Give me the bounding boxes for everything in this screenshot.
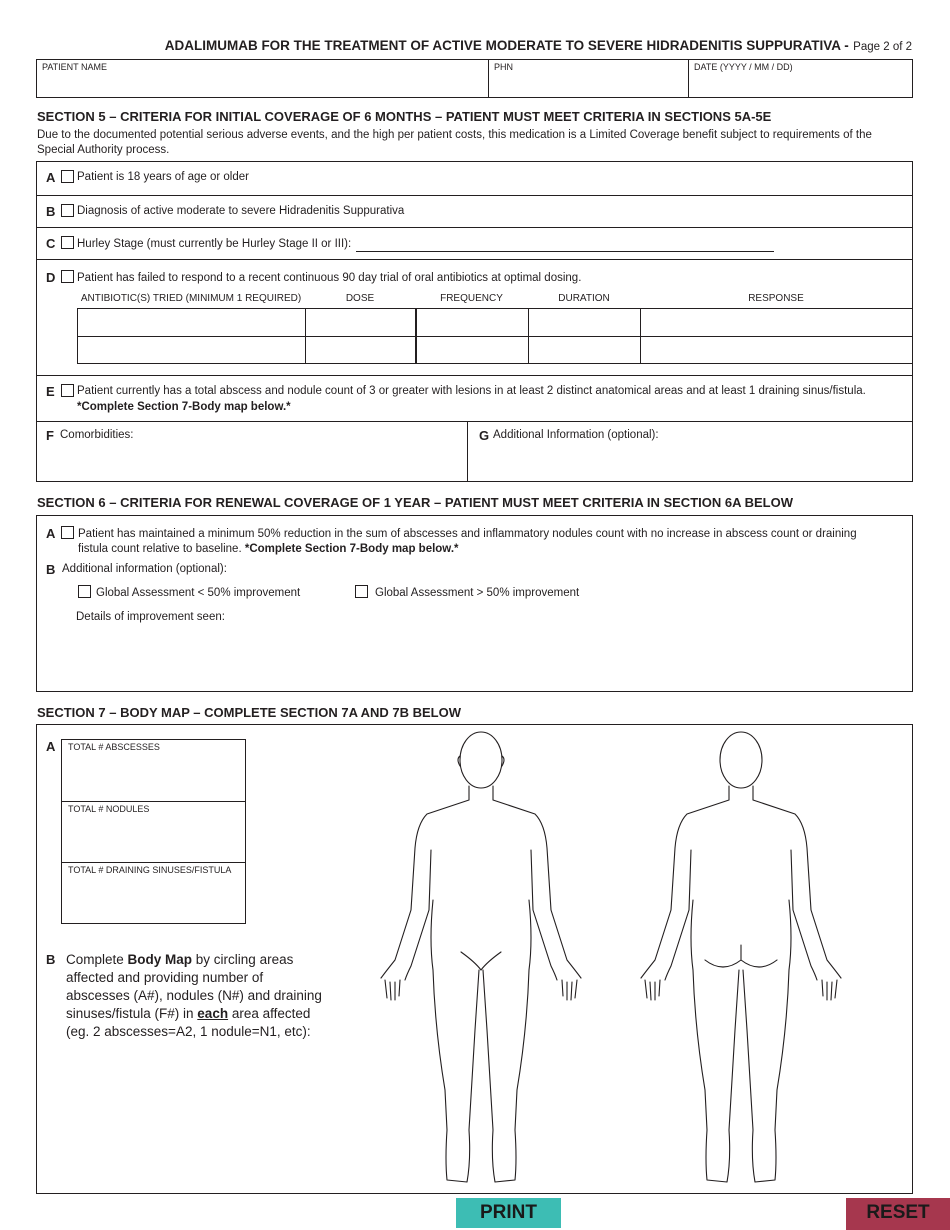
criteria-5c-letter: C bbox=[46, 236, 56, 251]
date-label: DATE (YYYY / MM / DD) bbox=[694, 62, 793, 72]
hurley-stage-input[interactable] bbox=[356, 251, 774, 252]
instr-2: affected and providing number of bbox=[66, 970, 264, 985]
antibiotic-row-2[interactable] bbox=[78, 337, 305, 364]
total-abscesses-input[interactable] bbox=[62, 756, 245, 800]
instr-5: (eg. 2 abscesses=A2, 1 nodule=N1, etc): bbox=[66, 1024, 311, 1039]
body-map-front[interactable] bbox=[375, 730, 585, 1190]
criteria-5d-text: Patient has failed to respond to a recent continuous 90 day trial of oral antibiotics at optimal dosing. bbox=[77, 272, 582, 284]
global-gt50-checkbox[interactable] bbox=[355, 585, 368, 598]
front-hip-left bbox=[431, 900, 479, 1182]
page-number: Page 2 of 2 bbox=[853, 41, 912, 53]
criteria-6b-letter: B bbox=[46, 562, 56, 577]
column-frequency: FREQUENCY bbox=[440, 293, 503, 304]
section5-intro-1: Due to the documented potential serious adverse events, and the high per patient costs, this medication is a Limited Coverage benefit subject to requirements of the bbox=[37, 129, 872, 141]
antibiotic-row-1[interactable] bbox=[78, 309, 305, 336]
criteria-5f-letter: F bbox=[46, 428, 54, 443]
form-title-text: ADALIMUMAB FOR THE TREATMENT OF ACTIVE MODERATE TO SEVERE HIDRADENITIS SUPPURATIVA - bbox=[164, 38, 849, 53]
global-lt50-label: Global Assessment < 50% improvement bbox=[96, 587, 301, 599]
column-response: RESPONSE bbox=[748, 293, 804, 304]
criteria-6a-text-2 bbox=[78, 543, 459, 555]
phn-label: PHN bbox=[494, 62, 514, 72]
criteria-5d-letter: D bbox=[46, 270, 56, 285]
back-leg-left bbox=[691, 900, 739, 1182]
criteria-6a-text-1: Patient has maintained a minimum 50% reduction in the sum of abscesses and inflammatory nodules count with no increase in abscess count or draining bbox=[78, 528, 857, 540]
instr-each: each bbox=[197, 1006, 229, 1021]
form-title bbox=[165, 37, 912, 55]
section5-intro-2: Special Authority process. bbox=[37, 144, 170, 156]
global-lt50-checkbox[interactable] bbox=[78, 585, 91, 598]
criteria-5c-text: Hurley Stage (must currently be Hurley Stage II or III): bbox=[77, 238, 352, 250]
patient-name-input[interactable] bbox=[37, 74, 487, 97]
phn-input[interactable] bbox=[489, 74, 687, 97]
criteria-5c-checkbox[interactable] bbox=[61, 236, 74, 249]
back-leg-right bbox=[743, 900, 791, 1182]
instr-4a: sinuses/fistula (F#) in bbox=[66, 1006, 198, 1021]
criteria-6a-letter: A bbox=[46, 526, 56, 541]
criteria-7b-letter: B bbox=[46, 952, 56, 967]
additional-info-input[interactable] bbox=[468, 445, 912, 481]
reset-button[interactable]: RESET bbox=[846, 1198, 950, 1230]
total-fistula-label: TOTAL # DRAINING SINUSES/FISTULA bbox=[68, 865, 232, 875]
criteria-5a-letter: A bbox=[46, 170, 56, 185]
criteria-5e-text: Patient currently has a total abscess and nodule count of 3 or greater with lesions in at least 2 distinct anatomical areas and at least 1 draining sinus/fistula. bbox=[77, 385, 866, 397]
criteria-5b-text: Diagnosis of active moderate to severe Hidradenitis Suppurativa bbox=[77, 205, 405, 217]
total-nodules-label: TOTAL # NODULES bbox=[68, 804, 150, 814]
section6-title: SECTION 6 – CRITERIA FOR RENEWAL COVERAGE OF 1 YEAR – PATIENT MUST MEET CRITERIA IN SECTION 6A BELOW bbox=[37, 495, 793, 510]
global-gt50-label: Global Assessment > 50% improvement bbox=[375, 587, 580, 599]
instr-1a: Complete bbox=[66, 952, 128, 967]
details-input[interactable] bbox=[76, 628, 906, 686]
criteria-5a-checkbox[interactable] bbox=[61, 170, 74, 183]
section5-title: SECTION 5 – CRITERIA FOR INITIAL COVERAGE OF 6 MONTHS – PATIENT MUST MEET CRITERIA IN SECTIONS 5A-5E bbox=[37, 109, 772, 124]
comorbidities-label: Comorbidities: bbox=[60, 429, 134, 441]
criteria-5e-letter: E bbox=[46, 384, 55, 399]
back-buttocks bbox=[705, 945, 777, 967]
front-hip-right bbox=[483, 900, 531, 1182]
body-map-instructions bbox=[66, 951, 322, 1041]
instr-1c: by circling areas bbox=[192, 952, 294, 967]
column-duration: DURATION bbox=[558, 293, 610, 304]
criteria-5e-note: *Complete Section 7-Body map below.* bbox=[77, 401, 291, 413]
column-dose: DOSE bbox=[345, 293, 375, 304]
back-torso-outline bbox=[641, 786, 841, 1000]
criteria-5d-checkbox[interactable] bbox=[61, 270, 74, 283]
back-head bbox=[720, 732, 762, 788]
instr-body-map: Body Map bbox=[127, 952, 193, 967]
total-abscesses-label: TOTAL # ABSCESSES bbox=[68, 742, 160, 752]
criteria-6a-checkbox[interactable] bbox=[61, 526, 74, 539]
criteria-5a-text: Patient is 18 years of age or older bbox=[77, 171, 249, 183]
section7-title: SECTION 7 – BODY MAP – COMPLETE SECTION 7A AND 7B BELOW bbox=[37, 705, 462, 720]
column-antibiotic: ANTIBIOTIC(S) TRIED (MINIMUM 1 REQUIRED) bbox=[80, 293, 302, 304]
patient-name-label: PATIENT NAME bbox=[42, 62, 108, 72]
criteria-5b-checkbox[interactable] bbox=[61, 204, 74, 217]
criteria-5b-letter: B bbox=[46, 204, 56, 219]
total-nodules-input[interactable] bbox=[62, 818, 245, 861]
instr-3: abscesses (A#), nodules (N#) and draining bbox=[66, 988, 322, 1003]
front-head bbox=[460, 732, 502, 788]
criteria-6a-text-2-main: fistula count relative to baseline. bbox=[78, 543, 242, 555]
comorbidities-input[interactable] bbox=[37, 445, 466, 481]
details-label: Details of improvement seen: bbox=[76, 611, 225, 623]
additional-info-label: Additional Information (optional): bbox=[493, 429, 659, 441]
criteria-5g-letter: G bbox=[479, 428, 490, 443]
front-groin bbox=[461, 952, 501, 970]
print-button[interactable]: PRINT bbox=[456, 1198, 561, 1228]
instr-4c: area affected bbox=[228, 1006, 311, 1021]
criteria-6b-text: Additional information (optional): bbox=[62, 563, 227, 575]
body-map-back[interactable] bbox=[635, 730, 845, 1190]
date-input[interactable] bbox=[689, 74, 912, 97]
criteria-5e-checkbox[interactable] bbox=[61, 384, 74, 397]
criteria-6a-note: *Complete Section 7-Body map below.* bbox=[244, 543, 459, 555]
total-fistula-input[interactable] bbox=[62, 879, 245, 923]
front-torso-outline bbox=[381, 786, 581, 1000]
criteria-7a-letter: A bbox=[46, 739, 56, 754]
